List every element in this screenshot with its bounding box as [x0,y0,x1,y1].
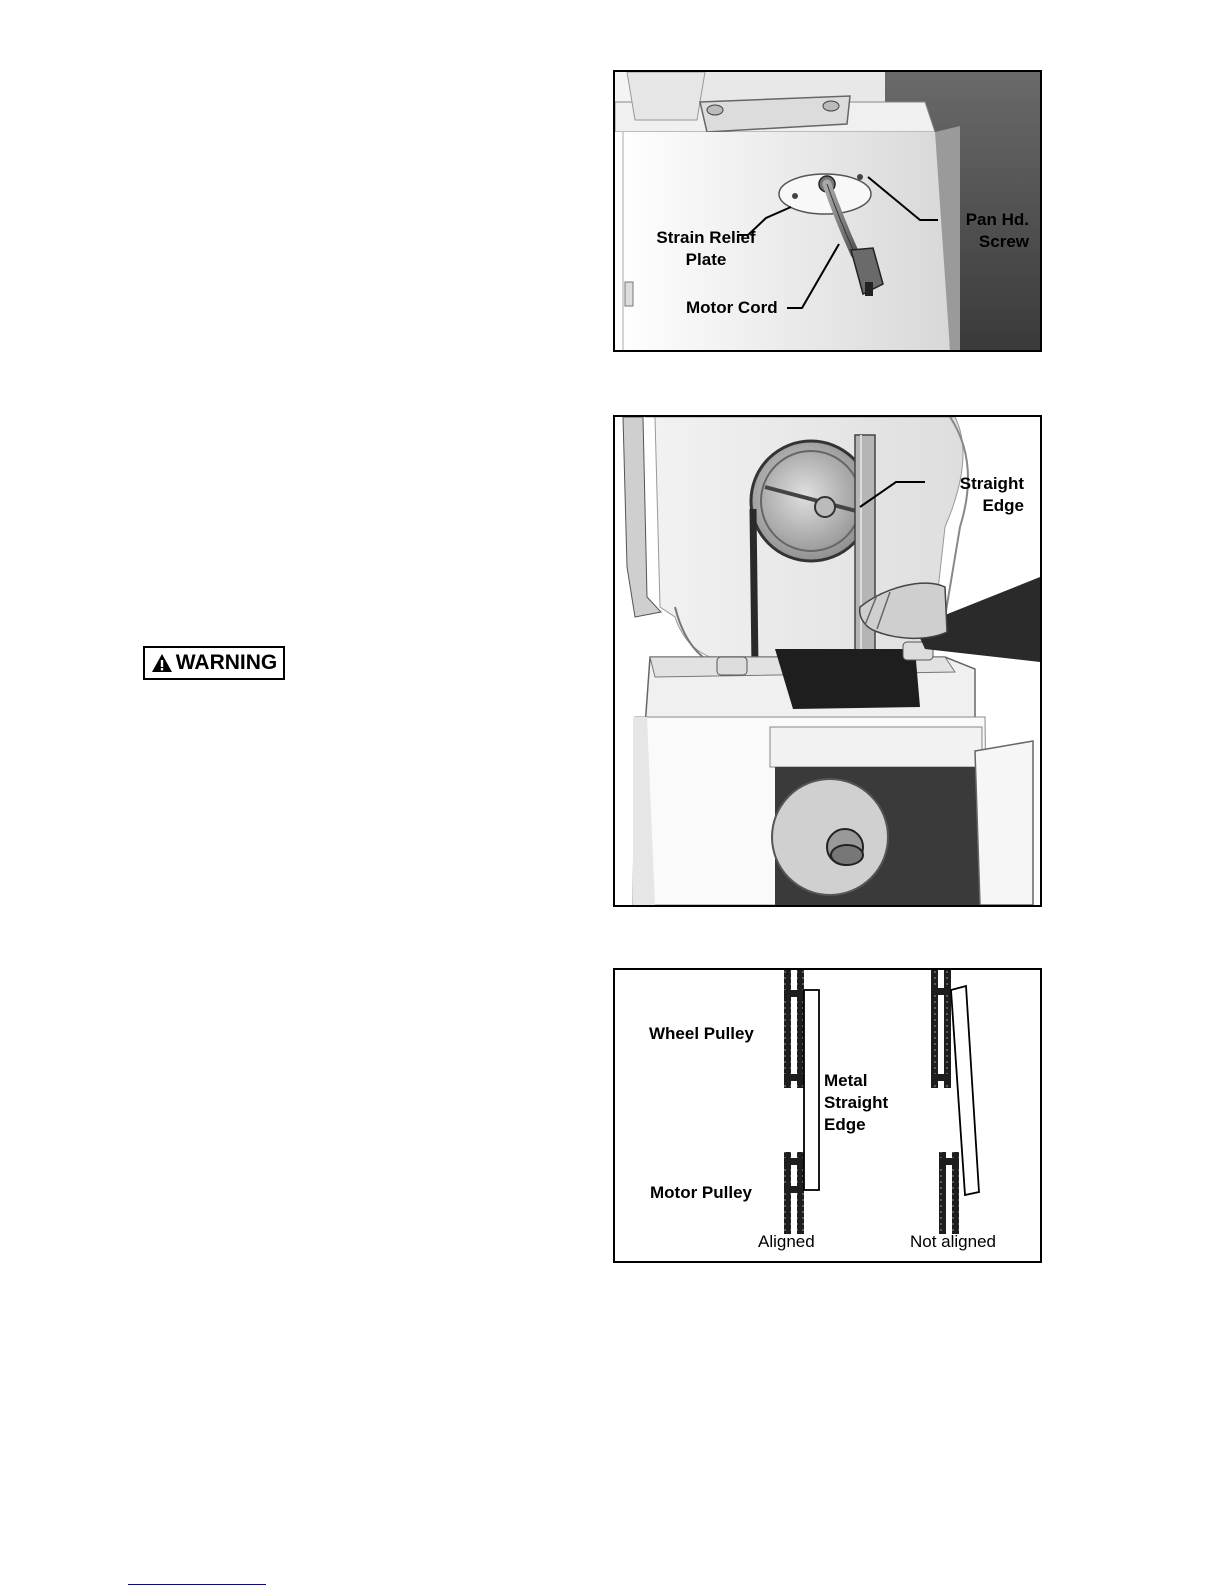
label-strain-relief-line1: Strain Relief [656,228,756,247]
warning-triangle-icon [151,653,173,673]
label-pan-hd-line2: Screw [978,232,1029,251]
label-pan-hd-line1: Pan Hd. [965,210,1029,229]
label-motor-cord: Motor Cord [686,298,778,317]
caption-not-aligned: Not aligned [910,1232,997,1251]
label-straight-edge [940,473,1024,517]
label-wheel-pulley: Wheel Pulley [649,1024,754,1043]
label-metal-line3: Edge [824,1115,866,1134]
figure-straight-edge [613,415,1042,907]
warning-text: WARNING [175,651,278,674]
aligned-wheel-pulley [784,970,804,1088]
label-straight-line2: Edge [982,496,1024,515]
figure-pulley-alignment [613,968,1042,1263]
aligned-motor-pulley [784,1152,804,1234]
label-strain-relief-plate [651,227,761,271]
label-straight-line1: Straight [959,474,1024,493]
figure-motor-cord [613,70,1042,352]
label-metal-line1: Metal [824,1071,868,1090]
label-pan-hd-screw [945,209,1029,253]
not-aligned-motor-pulley [939,1152,959,1234]
warning-label [143,646,285,680]
aligned-straight-edge [804,990,819,1190]
label-metal-line2: Straight [824,1093,889,1112]
label-strain-relief-line2: Plate [685,250,727,269]
caption-aligned: Aligned [758,1232,815,1251]
label-motor-pulley: Motor Pulley [650,1183,753,1202]
label-metal-straight-edge [824,1070,888,1136]
not-aligned-wheel-pulley [931,970,951,1088]
